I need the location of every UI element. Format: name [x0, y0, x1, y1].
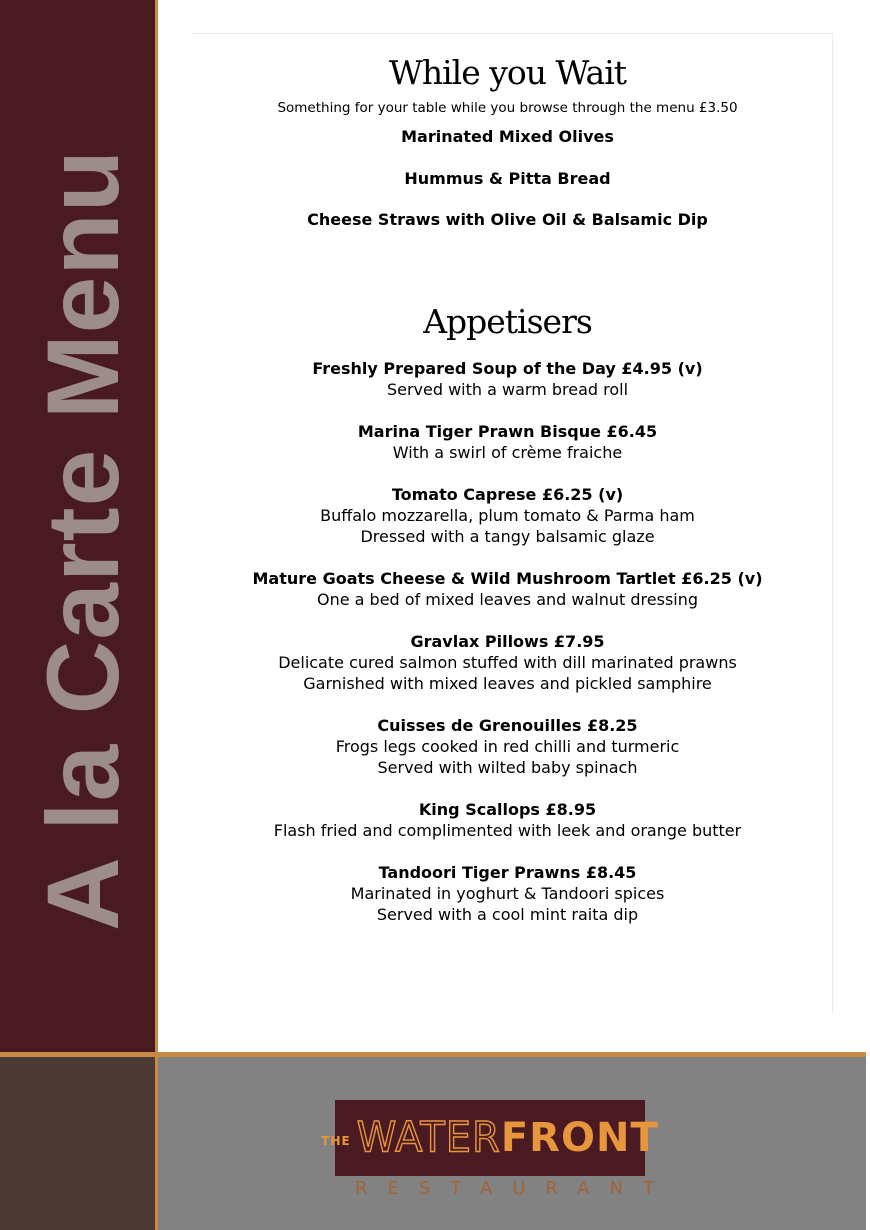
menu-item-description: Served with a warm bread roll: [386, 380, 629, 400]
menu-item: [160, 631, 855, 694]
menu-item-description: Garnished with mixed leaves and pickled samphire: [303, 674, 712, 694]
while-you-wait-heading: While you Wait: [388, 53, 627, 92]
appetiser-list: [160, 358, 855, 925]
snack-item: Cheese Straws with Olive Oil & Balsamic Dip: [307, 210, 708, 230]
menu-item: [160, 358, 855, 400]
appetisers-heading: Appetisers: [423, 302, 592, 342]
menu-item-description: Buffalo mozzarella, plum tomato & Parma ham: [320, 506, 695, 526]
menu-item: [160, 799, 855, 841]
menu-item: [160, 568, 855, 610]
logo-front: FRONT: [500, 1115, 659, 1161]
menu-item-title: Tomato Caprese £6.25 (v): [391, 485, 624, 505]
logo-water: WATER: [356, 1113, 501, 1163]
menu-content: [160, 0, 855, 946]
menu-item: [160, 421, 855, 463]
logo-the: THE: [321, 1134, 351, 1148]
menu-item: [160, 862, 855, 925]
menu-item-description: Dressed with a tangy balsamic glaze: [360, 527, 655, 547]
menu-item-title: Cuisses de Grenouilles £8.25: [377, 716, 638, 736]
menu-item-title: Mature Goats Cheese & Wild Mushroom Tartlet £6.25 (v): [252, 569, 763, 589]
sidebar-divider: [155, 0, 158, 1230]
menu-item-title: Marina Tiger Prawn Bisque £6.45: [357, 422, 658, 442]
snack-item: Marinated Mixed Olives: [401, 126, 614, 146]
menu-title-vertical: A la Carte Menu: [26, 148, 140, 932]
menu-item-description: Served with a cool mint raita dip: [376, 905, 639, 925]
footer-corner-block: [0, 1057, 155, 1230]
while-you-wait-intro: Something for your table while you browse through the menu £3.50: [277, 100, 738, 116]
restaurant-logo: [321, 1100, 659, 1176]
menu-item-title: Gravlax Pillows £7.95: [410, 632, 605, 652]
menu-item-title: King Scallops £8.95: [418, 800, 597, 820]
menu-item-description: Served with wilted baby spinach: [377, 758, 638, 778]
menu-item-description: Delicate cured salmon stuffed with dill marinated prawns: [278, 653, 737, 673]
menu-item-title: Tandoori Tiger Prawns £8.45: [378, 863, 637, 883]
menu-item-title: Freshly Prepared Soup of the Day £4.95 (v): [312, 359, 703, 379]
menu-item-description: Flash fried and complimented with leek and orange butter: [273, 821, 742, 841]
menu-item-description: Marinated in yoghurt & Tandoori spices: [350, 884, 665, 904]
menu-item-description: With a swirl of crème fraiche: [392, 443, 623, 463]
menu-item-description: One a bed of mixed leaves and walnut dressing: [316, 590, 699, 610]
menu-item: [160, 715, 855, 778]
footer-divider: [0, 1052, 866, 1057]
snack-item: Hummus & Pitta Bread: [404, 168, 611, 188]
menu-item-description: Frogs legs cooked in red chilli and turmeric: [335, 737, 680, 757]
menu-item: [160, 484, 855, 547]
logo-subtitle: RESTAURANT: [355, 1178, 674, 1199]
